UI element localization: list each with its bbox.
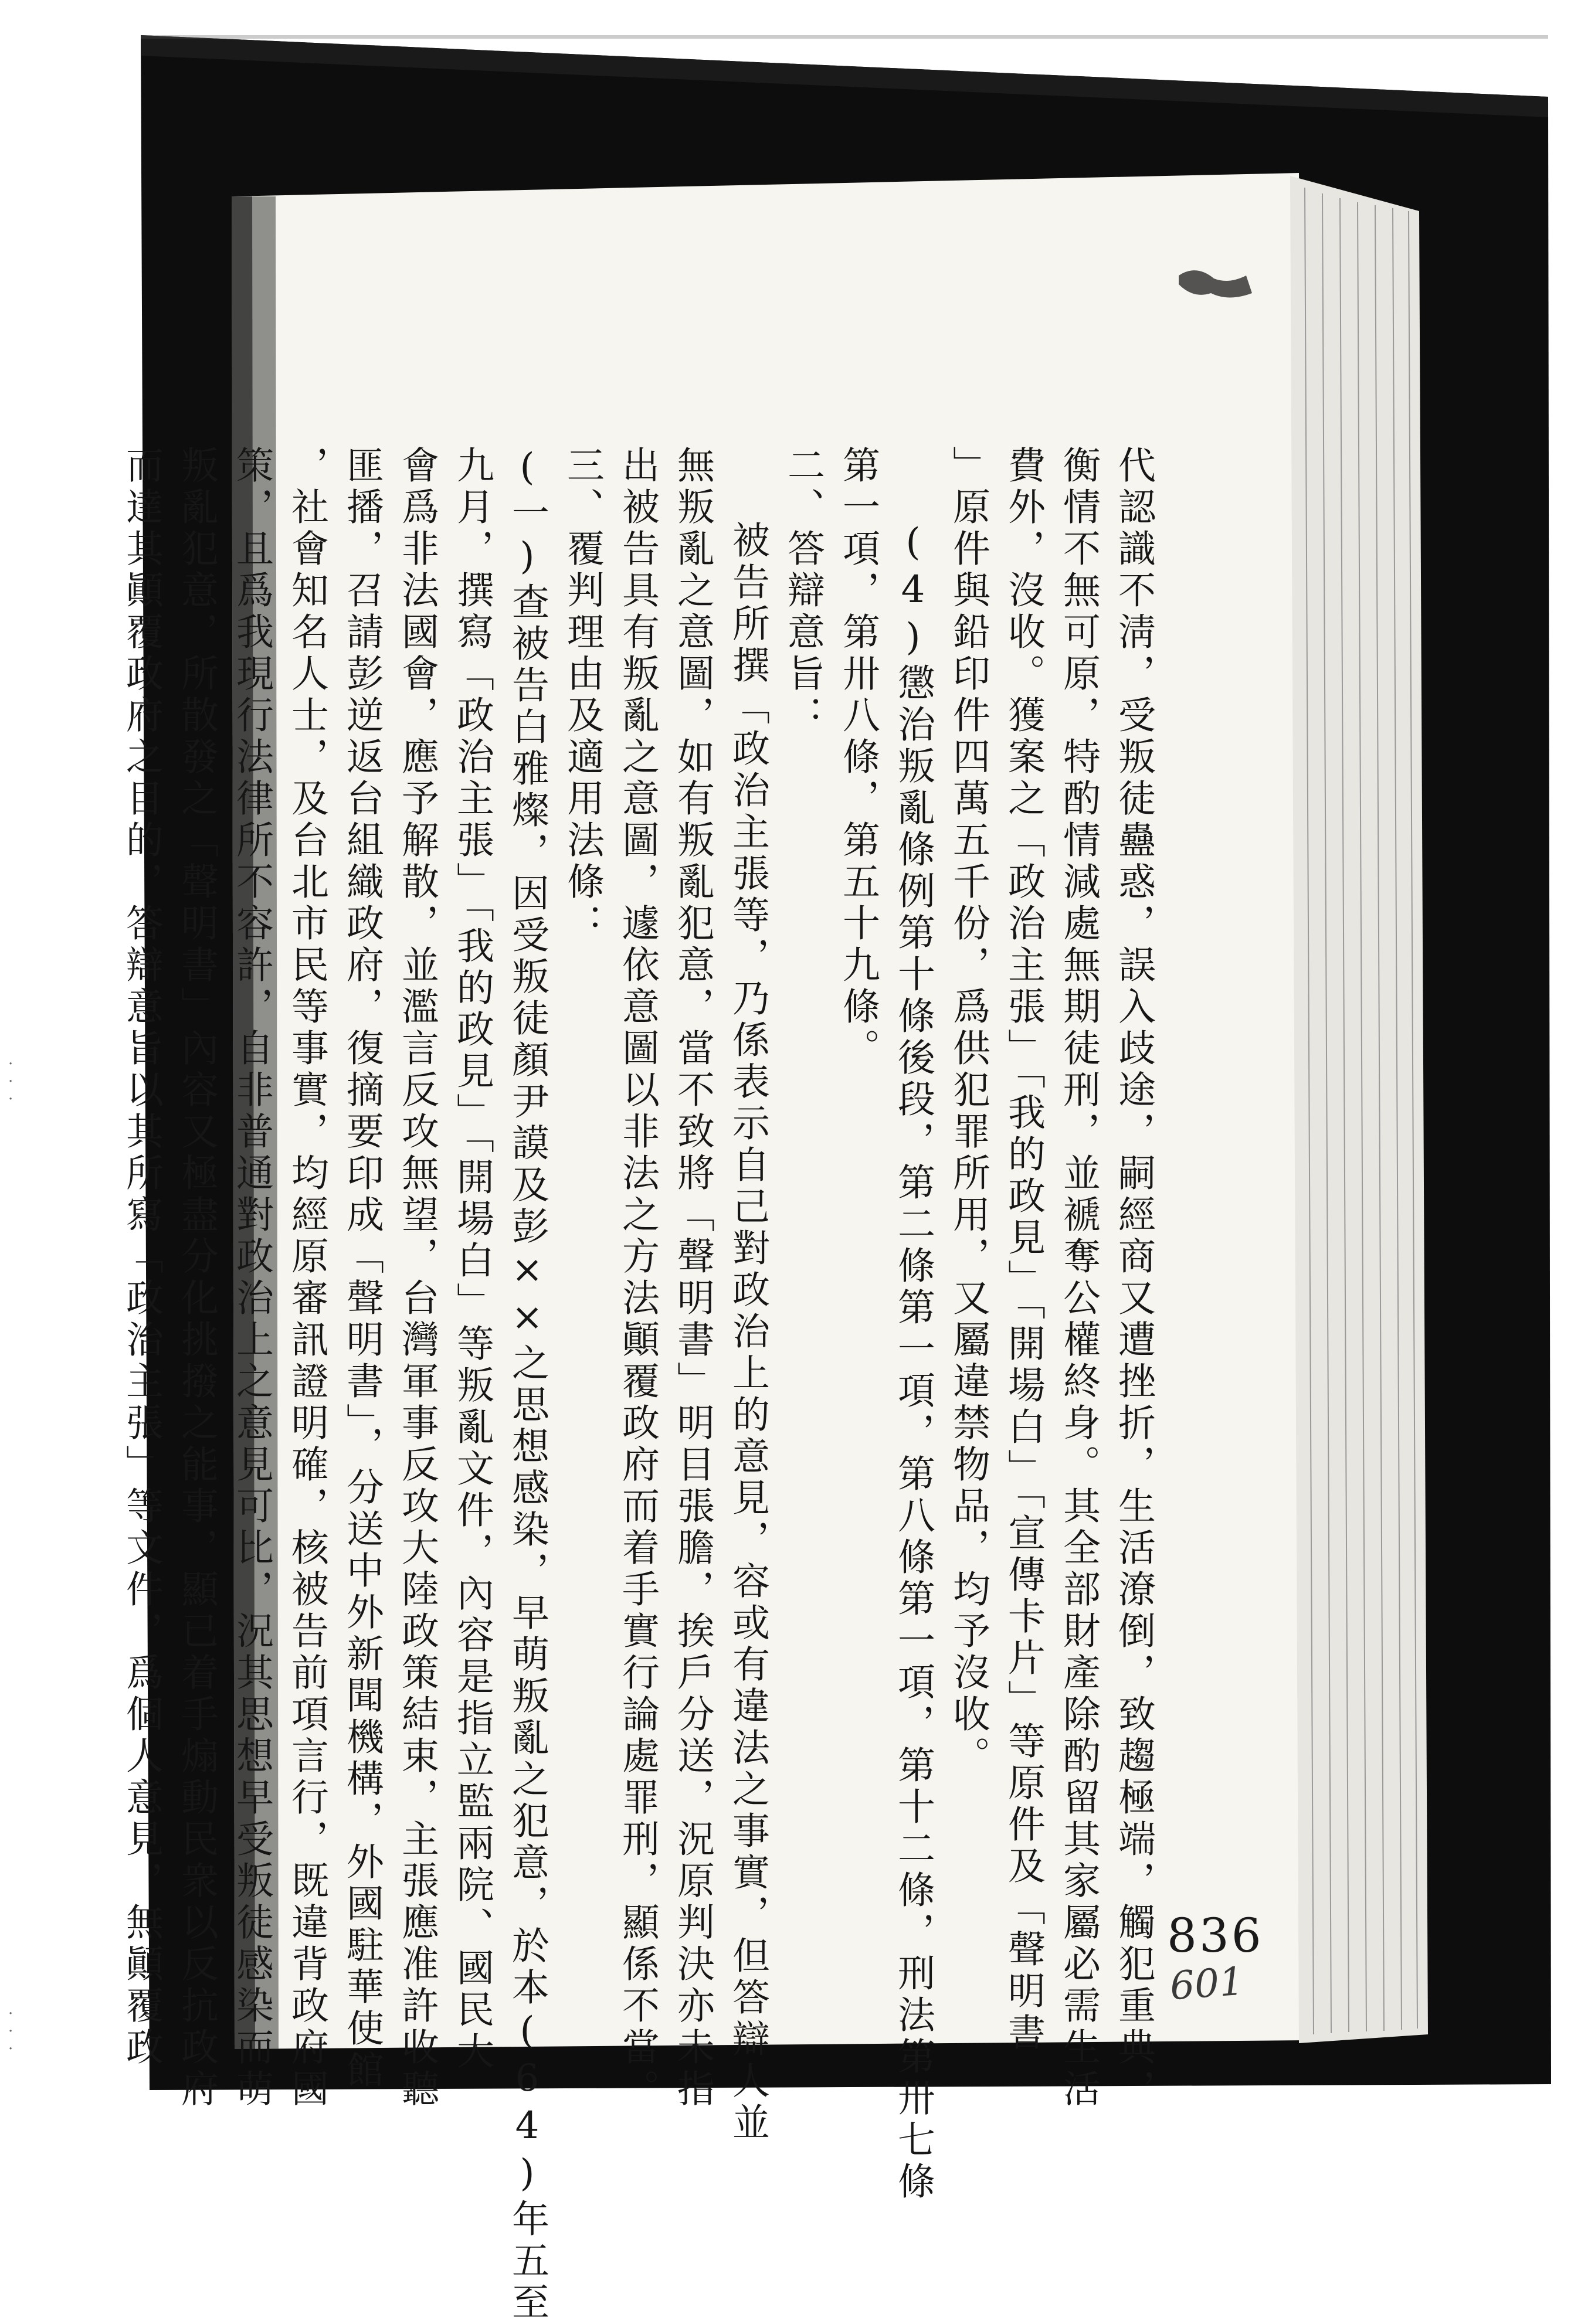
text-line: 被告所撰「政治主張等，乃係表示自己對政治上的意見，容或有違法之事實，但答辯人並 [726, 521, 769, 2144]
text-line: 」原件與鉛印件四萬五千份，爲供犯罪所用，又屬違禁物品，均予沒收。 [946, 446, 990, 1778]
page-number: 836 [1167, 1908, 1264, 1963]
text-line: ，社會知名人士，及台北市民等事實，均經原審訊證明確，核被告前項言行，既違背政府國 [285, 446, 328, 2111]
text-line: 代認識不淸，受叛徒蠱惑，誤入歧途，嗣經商又遭挫折，生活潦倒，致趨極端，觸犯重典， [1112, 446, 1155, 2111]
text-line: (4)懲治叛亂條例第十條後段，第二條第一項，第八條第一項，第十二條，刑法第卅七條 [891, 521, 935, 2203]
section-heading: 二、答辯意旨： [781, 446, 825, 737]
text-line: 會爲非法國會，應予解散，並濫言反攻無望，台灣軍事反攻大陸政策結束，主張應准許收聽 [395, 446, 439, 2111]
text-line: 第一項，第卅八條，第五十九條。 [836, 446, 880, 1070]
text-line: 九月，撰寫「政治主張」「我的政見」「開場白」等叛亂文件，內容是指立監兩院、國民大 [450, 446, 494, 2073]
text-line: 衡情不無可原，特酌情減處無期徒刑，並褫奪公權終身。其全部財產除酌留其家屬必需生活 [1057, 446, 1100, 2111]
text-line: 而達其顚覆政府之目的，答辯意旨以其所寫「政治主張」等文件，爲個人意見，無顚覆政 [120, 446, 163, 2069]
document-body [120, 446, 1161, 2324]
text-line: 策，且爲我現行法律所不容許，自非普通對政治上之意見可比，況其思想早受叛徒感染而萌 [230, 446, 273, 2111]
scan-dots: · · · [8, 2005, 13, 2058]
text-line: 費外，沒收。獲案之「政治主張」「我的政見」「開場白」「宣傳卡片」等原件及「聲明書 [1002, 446, 1045, 2054]
handwritten-number: 601 [1168, 1958, 1246, 2009]
scan-dots: · · · [8, 1055, 13, 1108]
text-line: 無叛亂之意圖，如有叛亂犯意，當不致將「聲明書」明目張膽，挨戶分送，況原判決亦未指 [671, 446, 714, 2111]
section-heading: 三、覆判理由及適用法條： [561, 446, 604, 945]
text-line: (一)查被告白雅燦，因受叛徒顏尹謨及彭××之思想感染，早萌叛亂之犯意，於本(64)年五至 [505, 446, 549, 2324]
text-line: 出被告具有叛亂之意圖，遽依意圖以非法之方法顚覆政府而着手實行論處罪刑，顯係不當。 [616, 446, 659, 2111]
text-line: 匪播，召請彭逆返台組織政府，復摘要印成「聲明書」，分送中外新聞機構，外國駐華使館 [340, 446, 384, 2092]
text-line: 叛亂犯意，所散發之「聲明書」內容又極盡分化挑撥之能事，顯已着手煽動民衆以反抗政府 [175, 446, 218, 2111]
